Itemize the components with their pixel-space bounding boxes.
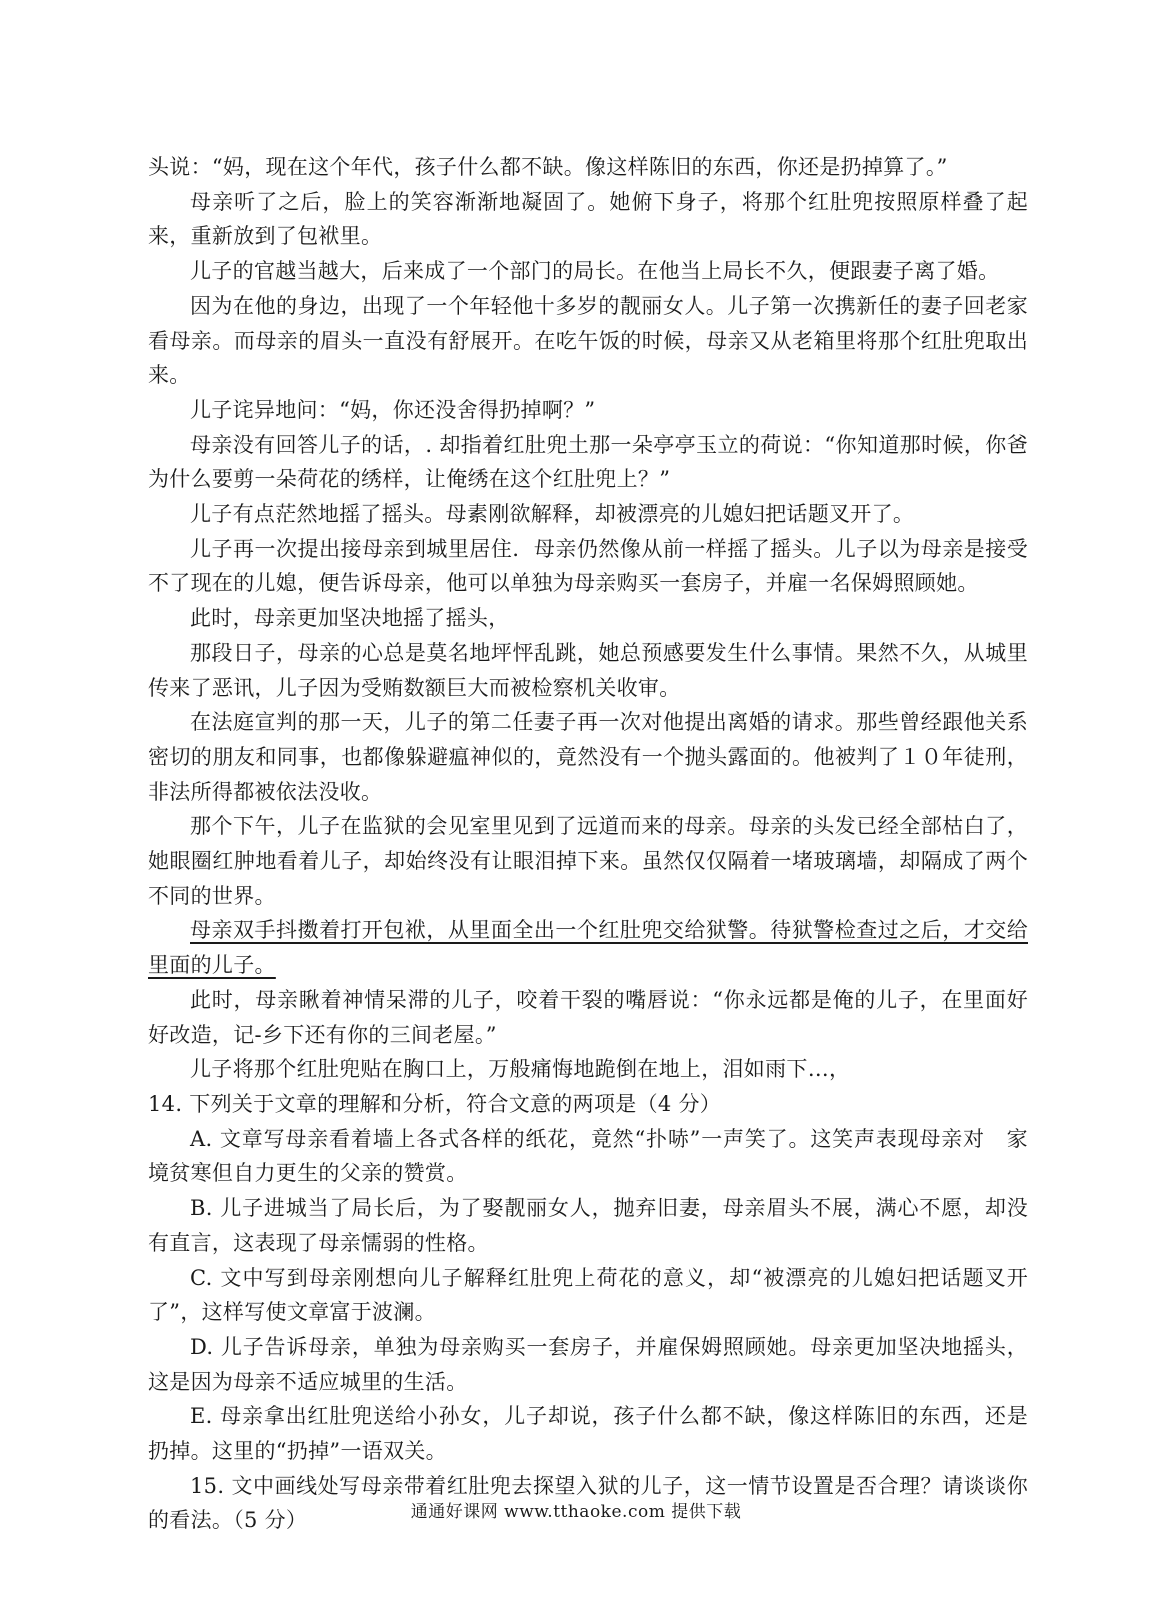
article-body xyxy=(148,150,1028,1538)
question-15-stem: 15. 文中画线处写母亲带着红肚兜去探望入狱的儿子，这一情节设置是否合理？请谈谈你的看法。（5 分） xyxy=(148,1473,1028,1533)
paragraph: 儿子的官越当越大，后来成了一个部门的局长。在他当上局长不久，便跟妻子离了婚。 xyxy=(190,259,1000,284)
page-footer: 通通好课网 www.tthaoke.com 提供下载 xyxy=(410,1502,742,1522)
underlined-text: 母亲双手抖擞着打开包袱，从里面全出一个红肚兜交给狱警。待狱警检查过之后，才交给里面的儿子。 xyxy=(148,918,1028,978)
paragraph: 母亲没有回答儿子的话，. 却指着红肚兜土那一朵亭亭玉立的荷说：“你知道那时候，你爸为什么要剪一朵荷花的绣样，让俺绣在这个红肚兜上？” xyxy=(148,432,1028,492)
paragraph: 此时，母亲更加坚决地摇了摇头， xyxy=(190,606,510,631)
question-14-option-a: A. 文章写母亲看着墙上各式各样的纸花，竟然“扑哧”一声笑了。这笑声表现母亲对 家境贫寒但自力更生的父亲的赞赏。 xyxy=(148,1126,1028,1186)
paragraph: 头说：“妈，现在这个年代，孩子什么都不缺。像这样陈旧的东西，你还是扔掉算了。” xyxy=(148,155,948,179)
paragraph: 儿子再一次提出接母亲到城里居住．母亲仍然像从前一样摇了摇头。儿子以为母亲是接受不了现在的儿媳，便告诉母亲，他可以单独为母亲购买一套房子，并雇一名保姆照顾她。 xyxy=(148,536,1028,596)
paragraph: 此时，母亲瞅着神情呆滞的儿子，咬着干裂的嘴唇说：“你永远都是俺的儿子，在里面好好改造，记-乡下还有你的三间老屋。” xyxy=(148,987,1028,1047)
question-14-stem: 14. 下列关于文章的理解和分析，符合文意的两项是（4 分） xyxy=(148,1091,722,1116)
paragraph: 儿子诧异地问：“妈，你还没舍得扔掉啊？” xyxy=(190,397,596,422)
paragraph: 因为在他的身边，出现了一个年轻他十多岁的靓丽女人。儿子第一次携新任的妻子回老家看母亲。而母亲的眉头一直没有舒展开。在吃午饭的时候，母亲又从老箱里将那个红肚兜取出来。 xyxy=(148,293,1028,388)
question-14-option-b: B. 儿子进城当了局长后，为了娶靓丽女人，抛弃旧妻，母亲眉头不展，满心不愿，却没有直言，这表现了母亲懦弱的性格。 xyxy=(148,1196,1028,1255)
paragraph: 儿子将那个红肚兜贴在胸口上，万般痛悔地跪倒在地上，泪如雨下…， xyxy=(190,1057,851,1082)
paragraph: 那个下午，儿子在监狱的会见室里见到了远道而来的母亲。母亲的头发已经全部枯白了，她眼圈红肿地看着儿子，却始终没有让眼泪掉下来。虽然仅仅隔着一堵玻璃墙，却隔成了两个不同的世界。 xyxy=(148,814,1028,908)
paragraph: 儿子有点茫然地摇了摇头。母素刚欲解释，却被漂亮的儿媳妇把话题叉开了。 xyxy=(190,502,915,527)
question-14-option-d: D. 儿子告诉母亲，单独为母亲购买一套房子，并雇保姆照顾她。母亲更加坚决地摇头，这是因为母亲不适应城里的生活。 xyxy=(148,1334,1028,1394)
paragraph: 那段日子，母亲的心总是莫名地坪怦乱跳，她总预感要发生什么事情。果然不久，从城里传来了恶讯，儿子因为受贿数额巨大而被检察机关收审。 xyxy=(148,640,1028,700)
question-14-option-c: C. 文中写到母亲刚想向儿子解释红肚兜上荷花的意义，却“被漂亮的儿媳妇把话题叉开了”，这样写使文章富于波澜。 xyxy=(148,1265,1028,1325)
underlined-paragraph xyxy=(148,913,1028,982)
paragraph: 母亲听了之后，脸上的笑容渐渐地凝固了。她俯下身子，将那个红肚兜按照原样叠了起来，重新放到了包袱里。 xyxy=(148,189,1028,249)
paragraph: 在法庭宣判的那一天，儿子的第二任妻子再一次对他提出离婚的请求。那些曾经跟他关系密切的朋友和同事，也都像躲避瘟神似的，竟然没有一个抛头露面的。他被判了１０年徒刑，非法所得都被依法没收。 xyxy=(148,710,1028,804)
question-14-option-e: E. 母亲拿出红肚兜送给小孙女，儿子却说，孩子什么都不缺，像这样陈旧的东西，还是扔掉。这里的“扔掉”一语双关。 xyxy=(148,1404,1028,1464)
